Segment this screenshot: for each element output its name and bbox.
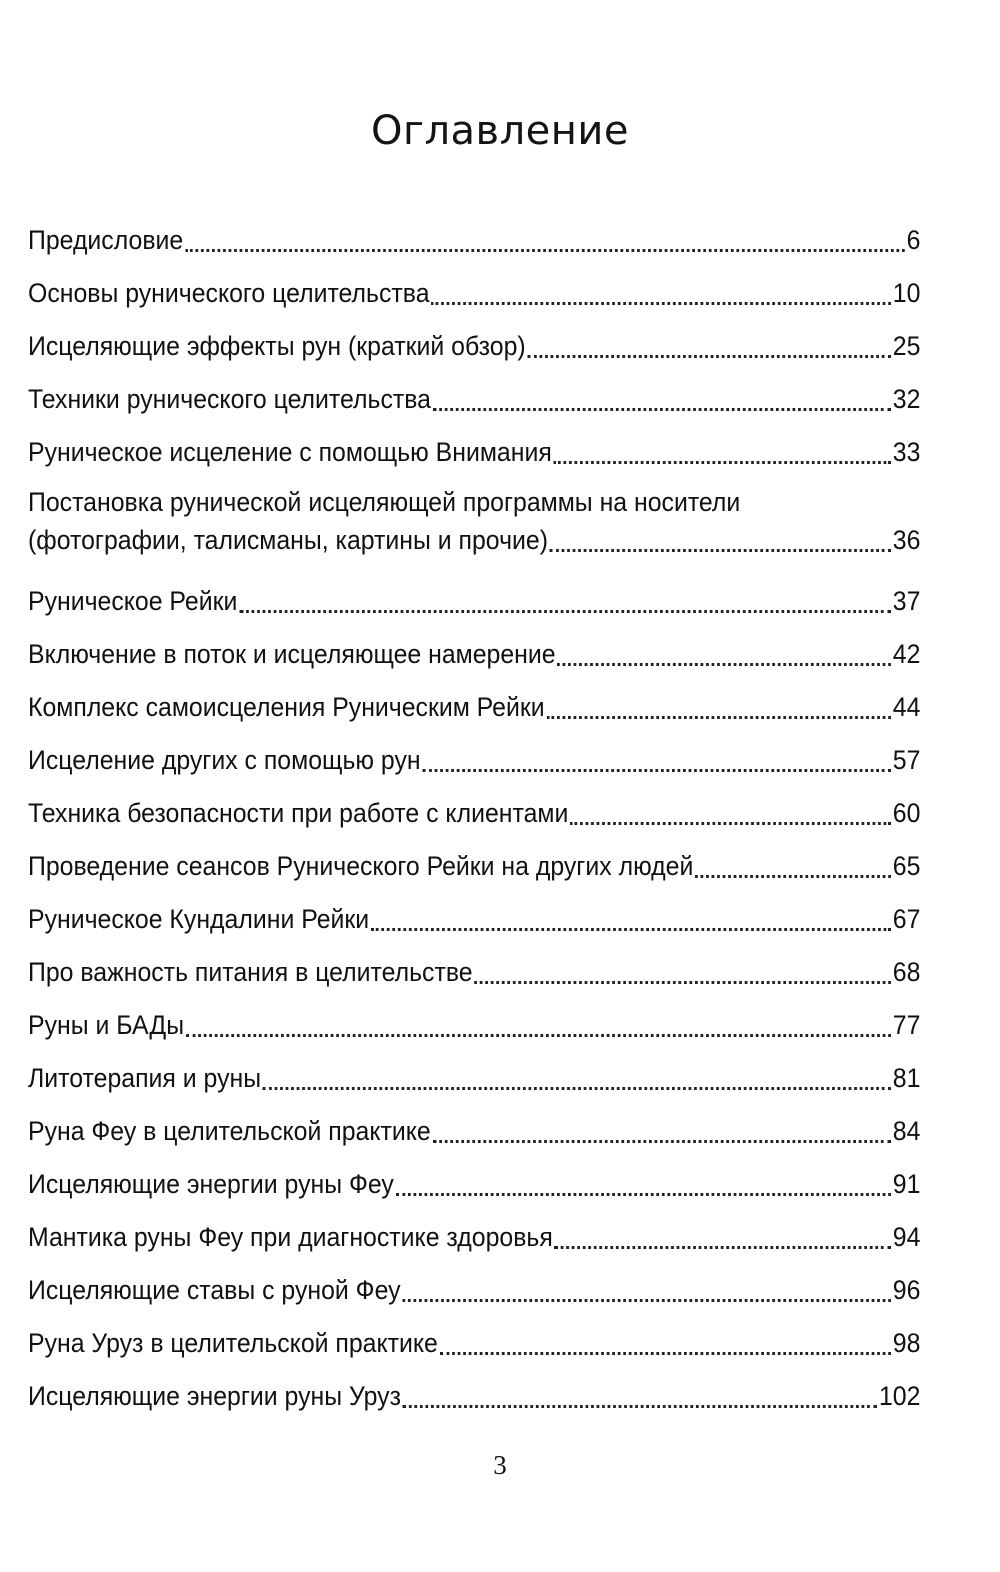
toc-entry-page: 81 — [892, 1063, 921, 1093]
leader-dots — [422, 768, 890, 772]
toc-entry-title: Руна Уруз в целительской практике — [28, 1328, 438, 1358]
leader-dots — [185, 248, 905, 252]
toc-entry-title: Включение в поток и исцеляющее намерение — [28, 639, 556, 669]
toc-entry-title-line1: Постановка рунической исцеляющей программы на носители — [28, 487, 741, 517]
toc-entry-page: 67 — [892, 904, 921, 934]
toc-entry-title: Исцеляющие энергии руны Феу — [28, 1169, 394, 1199]
leader-dots — [239, 609, 891, 613]
toc-entry-page: 60 — [892, 798, 921, 828]
leader-dots — [263, 1086, 891, 1090]
toc-entry — [28, 1362, 920, 1415]
toc-entry-title: Исцеляющие энергии руны Уруз — [28, 1381, 401, 1411]
toc-entry-title: Исцеление других с помощью рун — [28, 745, 421, 775]
toc-entry-page: 44 — [892, 692, 921, 722]
toc-entry-title: Проведение сеансов Рунического Рейки на других людей — [28, 851, 694, 881]
toc-entry — [28, 1150, 920, 1203]
leader-dots — [695, 874, 891, 878]
toc-entry-page: 77 — [892, 1010, 921, 1040]
toc-entry-page: 36 — [892, 525, 921, 555]
toc-entry-page: 102 — [878, 1381, 921, 1411]
toc-entry-page: 6 — [906, 225, 921, 255]
leader-dots — [433, 1139, 891, 1143]
leader-dots — [554, 460, 891, 464]
leader-dots — [403, 1404, 877, 1408]
toc-entry-title: Основы рунического целительства — [28, 278, 430, 308]
leader-dots — [433, 407, 891, 411]
toc-entry-title: Исцеляющие эффекты рун (краткий обзор) — [28, 331, 526, 361]
toc-entry-title-line2: (фотографии, талисманы, картины и прочие) — [28, 525, 548, 555]
leader-dots — [402, 1298, 891, 1302]
toc-entry — [28, 885, 920, 938]
toc-entry-page: 33 — [892, 437, 921, 467]
toc-entry-title: Техники рунического целительства — [28, 384, 431, 414]
toc-entry — [28, 1044, 920, 1097]
toc-entry-page: 37 — [892, 586, 921, 616]
toc-entry — [28, 567, 920, 620]
toc-entry-title: Мантика руны Феу при диагностике здоровья — [28, 1222, 553, 1252]
leader-dots — [570, 821, 891, 825]
leader-dots — [396, 1192, 891, 1196]
table-of-contents — [28, 206, 920, 1415]
toc-entry-title: Литотерапия и руны — [28, 1063, 262, 1093]
toc-entry-title: Комплекс самоисцеления Руническим Рейки — [28, 692, 545, 722]
toc-entry — [28, 1097, 920, 1150]
page-number: 3 — [493, 1450, 507, 1480]
toc-entry — [28, 938, 920, 991]
leader-dots — [555, 1245, 891, 1249]
toc-entry — [28, 365, 920, 418]
toc-entry-title: Руническое Рейки — [28, 586, 238, 616]
toc-entry-title: Руны и БАДы — [28, 1010, 185, 1040]
toc-entry — [28, 1203, 920, 1256]
toc-entry — [28, 1256, 920, 1309]
toc-entry — [28, 1309, 920, 1362]
toc-entry-title: Про важность питания в целительстве — [28, 957, 473, 987]
toc-entry-page: 10 — [892, 278, 921, 308]
toc-entry — [28, 726, 920, 779]
toc-entry-line2 — [28, 521, 920, 559]
toc-entry-page: 94 — [892, 1222, 921, 1252]
toc-entry-page: 65 — [892, 851, 921, 881]
leader-dots — [371, 927, 891, 931]
leader-dots — [431, 301, 891, 305]
toc-entry — [28, 418, 920, 471]
toc-entry-page: 68 — [892, 957, 921, 987]
toc-entry-page: 25 — [892, 331, 921, 361]
toc-entry-title: Руническое Кундалини Рейки — [28, 904, 370, 934]
leader-dots — [440, 1351, 891, 1355]
toc-entry — [28, 779, 920, 832]
toc-entry-title: Исцеляющие ставы с руной Феу — [28, 1275, 401, 1305]
toc-entry-page: 91 — [892, 1169, 921, 1199]
toc-entry-page: 96 — [892, 1275, 921, 1305]
toc-entry — [28, 991, 920, 1044]
leader-dots — [528, 354, 891, 358]
toc-entry-page: 42 — [892, 639, 921, 669]
toc-entry-title: Руна Феу в целительской практике — [28, 1116, 431, 1146]
toc-entry — [28, 673, 920, 726]
toc-entry — [28, 471, 920, 567]
leader-dots — [550, 548, 891, 552]
toc-entry-title: Руническое исцеление с помощью Внимания — [28, 437, 552, 467]
leader-dots — [546, 715, 890, 719]
leader-dots — [557, 662, 890, 666]
toc-entry-page: 98 — [892, 1328, 921, 1358]
toc-entry — [28, 620, 920, 673]
toc-entry — [28, 832, 920, 885]
toc-entry-page: 84 — [892, 1116, 921, 1146]
leader-dots — [186, 1033, 891, 1037]
toc-entry — [28, 259, 920, 312]
toc-entry — [28, 312, 920, 365]
toc-entry-title: Техника безопасности при работе с клиентами — [28, 798, 569, 828]
toc-title: Оглавление — [370, 108, 630, 154]
toc-entry-page: 32 — [892, 384, 921, 414]
leader-dots — [474, 980, 891, 984]
toc-entry-page: 57 — [892, 745, 921, 775]
toc-entry — [28, 206, 920, 259]
toc-entry-title: Предисловие — [28, 225, 184, 255]
